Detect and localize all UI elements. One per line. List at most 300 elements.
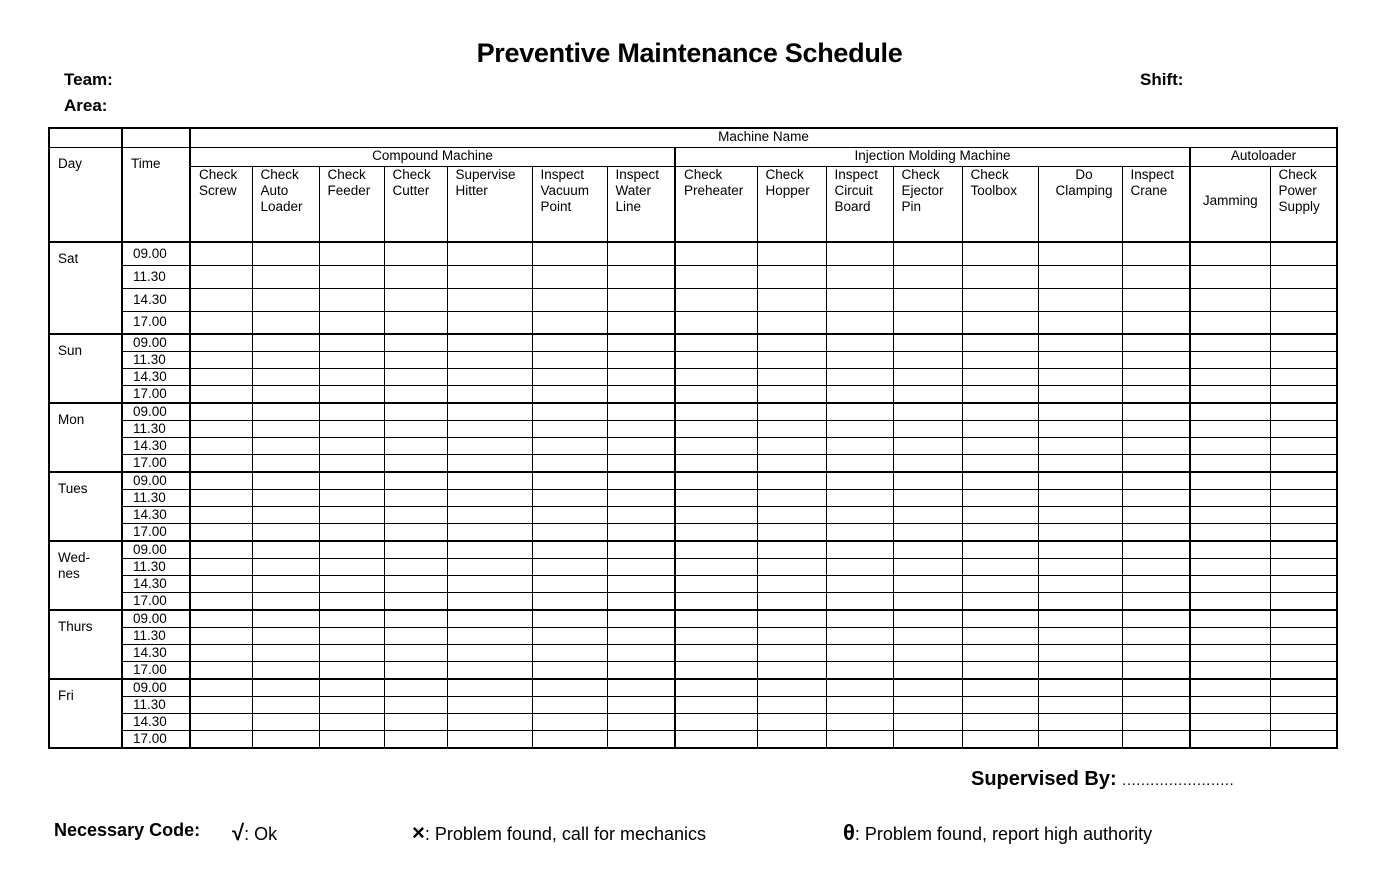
check-cell[interactable] xyxy=(532,541,607,559)
check-cell[interactable] xyxy=(319,455,384,473)
check-cell[interactable] xyxy=(1038,472,1122,490)
check-cell[interactable] xyxy=(190,369,252,386)
check-cell[interactable] xyxy=(826,438,893,455)
check-cell[interactable] xyxy=(607,386,675,404)
check-cell[interactable] xyxy=(607,455,675,473)
check-cell[interactable] xyxy=(675,288,757,311)
check-cell[interactable] xyxy=(319,403,384,421)
check-cell[interactable] xyxy=(447,352,532,369)
check-cell[interactable] xyxy=(1122,645,1190,662)
check-cell[interactable] xyxy=(532,628,607,645)
check-cell[interactable] xyxy=(675,438,757,455)
check-cell[interactable] xyxy=(532,507,607,524)
check-cell[interactable] xyxy=(607,421,675,438)
check-cell[interactable] xyxy=(675,403,757,421)
check-cell[interactable] xyxy=(607,311,675,334)
check-cell[interactable] xyxy=(675,352,757,369)
check-cell[interactable] xyxy=(1270,265,1337,288)
check-cell[interactable] xyxy=(532,559,607,576)
check-cell[interactable] xyxy=(319,731,384,749)
check-cell[interactable] xyxy=(1270,679,1337,697)
check-cell[interactable] xyxy=(252,645,319,662)
check-cell[interactable] xyxy=(1038,352,1122,369)
check-cell[interactable] xyxy=(1190,662,1270,680)
check-cell[interactable] xyxy=(532,265,607,288)
check-cell[interactable] xyxy=(607,265,675,288)
check-cell[interactable] xyxy=(607,242,675,265)
check-cell[interactable] xyxy=(447,524,532,542)
check-cell[interactable] xyxy=(319,593,384,611)
check-cell[interactable] xyxy=(607,334,675,352)
check-cell[interactable] xyxy=(607,576,675,593)
check-cell[interactable] xyxy=(190,559,252,576)
check-cell[interactable] xyxy=(1038,455,1122,473)
check-cell[interactable] xyxy=(1122,576,1190,593)
check-cell[interactable] xyxy=(962,265,1038,288)
check-cell[interactable] xyxy=(826,369,893,386)
check-cell[interactable] xyxy=(1038,334,1122,352)
check-cell[interactable] xyxy=(190,524,252,542)
check-cell[interactable] xyxy=(675,559,757,576)
check-cell[interactable] xyxy=(607,507,675,524)
check-cell[interactable] xyxy=(1190,369,1270,386)
check-cell[interactable] xyxy=(252,352,319,369)
check-cell[interactable] xyxy=(1122,714,1190,731)
check-cell[interactable] xyxy=(252,559,319,576)
check-cell[interactable] xyxy=(252,731,319,749)
check-cell[interactable] xyxy=(447,731,532,749)
check-cell[interactable] xyxy=(675,472,757,490)
check-cell[interactable] xyxy=(893,490,962,507)
check-cell[interactable] xyxy=(319,438,384,455)
check-cell[interactable] xyxy=(319,662,384,680)
check-cell[interactable] xyxy=(532,421,607,438)
check-cell[interactable] xyxy=(1270,403,1337,421)
check-cell[interactable] xyxy=(607,403,675,421)
check-cell[interactable] xyxy=(1038,311,1122,334)
check-cell[interactable] xyxy=(190,714,252,731)
check-cell[interactable] xyxy=(190,731,252,749)
check-cell[interactable] xyxy=(607,593,675,611)
check-cell[interactable] xyxy=(1190,421,1270,438)
check-cell[interactable] xyxy=(675,610,757,628)
check-cell[interactable] xyxy=(893,311,962,334)
check-cell[interactable] xyxy=(190,662,252,680)
check-cell[interactable] xyxy=(675,541,757,559)
check-cell[interactable] xyxy=(1270,541,1337,559)
check-cell[interactable] xyxy=(893,559,962,576)
check-cell[interactable] xyxy=(1190,628,1270,645)
check-cell[interactable] xyxy=(447,265,532,288)
check-cell[interactable] xyxy=(384,593,447,611)
check-cell[interactable] xyxy=(447,242,532,265)
check-cell[interactable] xyxy=(893,524,962,542)
check-cell[interactable] xyxy=(1190,714,1270,731)
check-cell[interactable] xyxy=(893,714,962,731)
check-cell[interactable] xyxy=(252,490,319,507)
check-cell[interactable] xyxy=(1190,610,1270,628)
check-cell[interactable] xyxy=(826,593,893,611)
check-cell[interactable] xyxy=(190,242,252,265)
check-cell[interactable] xyxy=(319,242,384,265)
check-cell[interactable] xyxy=(384,403,447,421)
check-cell[interactable] xyxy=(962,403,1038,421)
check-cell[interactable] xyxy=(532,610,607,628)
check-cell[interactable] xyxy=(532,288,607,311)
check-cell[interactable] xyxy=(384,507,447,524)
check-cell[interactable] xyxy=(757,541,826,559)
check-cell[interactable] xyxy=(757,697,826,714)
check-cell[interactable] xyxy=(893,369,962,386)
check-cell[interactable] xyxy=(893,662,962,680)
check-cell[interactable] xyxy=(1122,438,1190,455)
check-cell[interactable] xyxy=(607,662,675,680)
check-cell[interactable] xyxy=(1270,334,1337,352)
check-cell[interactable] xyxy=(190,490,252,507)
check-cell[interactable] xyxy=(607,679,675,697)
check-cell[interactable] xyxy=(1122,455,1190,473)
check-cell[interactable] xyxy=(826,403,893,421)
check-cell[interactable] xyxy=(1122,524,1190,542)
check-cell[interactable] xyxy=(1122,610,1190,628)
check-cell[interactable] xyxy=(757,288,826,311)
check-cell[interactable] xyxy=(826,311,893,334)
check-cell[interactable] xyxy=(1190,265,1270,288)
check-cell[interactable] xyxy=(252,593,319,611)
check-cell[interactable] xyxy=(893,386,962,404)
check-cell[interactable] xyxy=(447,421,532,438)
check-cell[interactable] xyxy=(826,628,893,645)
check-cell[interactable] xyxy=(757,576,826,593)
check-cell[interactable] xyxy=(447,714,532,731)
check-cell[interactable] xyxy=(1190,490,1270,507)
check-cell[interactable] xyxy=(1122,541,1190,559)
check-cell[interactable] xyxy=(384,731,447,749)
check-cell[interactable] xyxy=(757,507,826,524)
check-cell[interactable] xyxy=(893,507,962,524)
check-cell[interactable] xyxy=(962,628,1038,645)
check-cell[interactable] xyxy=(384,472,447,490)
check-cell[interactable] xyxy=(1038,628,1122,645)
check-cell[interactable] xyxy=(757,714,826,731)
check-cell[interactable] xyxy=(319,559,384,576)
check-cell[interactable] xyxy=(252,610,319,628)
check-cell[interactable] xyxy=(190,697,252,714)
check-cell[interactable] xyxy=(893,352,962,369)
check-cell[interactable] xyxy=(1190,559,1270,576)
check-cell[interactable] xyxy=(675,311,757,334)
check-cell[interactable] xyxy=(1270,714,1337,731)
check-cell[interactable] xyxy=(962,697,1038,714)
check-cell[interactable] xyxy=(1122,679,1190,697)
check-cell[interactable] xyxy=(757,628,826,645)
check-cell[interactable] xyxy=(190,645,252,662)
check-cell[interactable] xyxy=(1122,386,1190,404)
check-cell[interactable] xyxy=(447,472,532,490)
check-cell[interactable] xyxy=(962,472,1038,490)
check-cell[interactable] xyxy=(190,438,252,455)
check-cell[interactable] xyxy=(962,334,1038,352)
check-cell[interactable] xyxy=(384,242,447,265)
check-cell[interactable] xyxy=(1270,386,1337,404)
check-cell[interactable] xyxy=(532,679,607,697)
check-cell[interactable] xyxy=(675,697,757,714)
check-cell[interactable] xyxy=(607,352,675,369)
check-cell[interactable] xyxy=(319,369,384,386)
check-cell[interactable] xyxy=(252,697,319,714)
check-cell[interactable] xyxy=(252,714,319,731)
check-cell[interactable] xyxy=(757,386,826,404)
check-cell[interactable] xyxy=(252,265,319,288)
check-cell[interactable] xyxy=(190,403,252,421)
check-cell[interactable] xyxy=(532,576,607,593)
check-cell[interactable] xyxy=(447,645,532,662)
check-cell[interactable] xyxy=(384,369,447,386)
check-cell[interactable] xyxy=(757,679,826,697)
check-cell[interactable] xyxy=(319,288,384,311)
check-cell[interactable] xyxy=(962,576,1038,593)
check-cell[interactable] xyxy=(252,334,319,352)
check-cell[interactable] xyxy=(1122,472,1190,490)
check-cell[interactable] xyxy=(447,507,532,524)
check-cell[interactable] xyxy=(319,507,384,524)
check-cell[interactable] xyxy=(190,386,252,404)
check-cell[interactable] xyxy=(962,662,1038,680)
check-cell[interactable] xyxy=(447,697,532,714)
check-cell[interactable] xyxy=(893,438,962,455)
check-cell[interactable] xyxy=(532,714,607,731)
check-cell[interactable] xyxy=(675,524,757,542)
check-cell[interactable] xyxy=(826,265,893,288)
check-cell[interactable] xyxy=(190,541,252,559)
check-cell[interactable] xyxy=(190,576,252,593)
check-cell[interactable] xyxy=(319,576,384,593)
check-cell[interactable] xyxy=(532,524,607,542)
check-cell[interactable] xyxy=(1038,610,1122,628)
check-cell[interactable] xyxy=(190,679,252,697)
check-cell[interactable] xyxy=(893,472,962,490)
check-cell[interactable] xyxy=(1190,645,1270,662)
check-cell[interactable] xyxy=(893,645,962,662)
check-cell[interactable] xyxy=(384,490,447,507)
check-cell[interactable] xyxy=(252,242,319,265)
check-cell[interactable] xyxy=(1122,352,1190,369)
check-cell[interactable] xyxy=(962,559,1038,576)
check-cell[interactable] xyxy=(532,490,607,507)
check-cell[interactable] xyxy=(962,541,1038,559)
check-cell[interactable] xyxy=(1270,288,1337,311)
check-cell[interactable] xyxy=(1190,593,1270,611)
check-cell[interactable] xyxy=(962,714,1038,731)
check-cell[interactable] xyxy=(447,628,532,645)
check-cell[interactable] xyxy=(675,265,757,288)
check-cell[interactable] xyxy=(252,679,319,697)
check-cell[interactable] xyxy=(757,524,826,542)
check-cell[interactable] xyxy=(447,455,532,473)
check-cell[interactable] xyxy=(607,490,675,507)
check-cell[interactable] xyxy=(252,662,319,680)
check-cell[interactable] xyxy=(319,524,384,542)
check-cell[interactable] xyxy=(319,386,384,404)
check-cell[interactable] xyxy=(190,507,252,524)
check-cell[interactable] xyxy=(1038,524,1122,542)
check-cell[interactable] xyxy=(826,714,893,731)
check-cell[interactable] xyxy=(190,610,252,628)
check-cell[interactable] xyxy=(1122,593,1190,611)
check-cell[interactable] xyxy=(1038,662,1122,680)
check-cell[interactable] xyxy=(607,697,675,714)
check-cell[interactable] xyxy=(1190,472,1270,490)
check-cell[interactable] xyxy=(893,403,962,421)
check-cell[interactable] xyxy=(532,438,607,455)
check-cell[interactable] xyxy=(1038,731,1122,749)
check-cell[interactable] xyxy=(384,559,447,576)
check-cell[interactable] xyxy=(826,490,893,507)
check-cell[interactable] xyxy=(962,610,1038,628)
check-cell[interactable] xyxy=(190,421,252,438)
check-cell[interactable] xyxy=(1038,403,1122,421)
check-cell[interactable] xyxy=(319,265,384,288)
check-cell[interactable] xyxy=(826,242,893,265)
check-cell[interactable] xyxy=(757,490,826,507)
check-cell[interactable] xyxy=(607,628,675,645)
check-cell[interactable] xyxy=(1038,507,1122,524)
check-cell[interactable] xyxy=(607,731,675,749)
check-cell[interactable] xyxy=(1270,369,1337,386)
check-cell[interactable] xyxy=(1270,421,1337,438)
check-cell[interactable] xyxy=(826,524,893,542)
check-cell[interactable] xyxy=(252,438,319,455)
check-cell[interactable] xyxy=(319,472,384,490)
check-cell[interactable] xyxy=(962,311,1038,334)
check-cell[interactable] xyxy=(384,352,447,369)
check-cell[interactable] xyxy=(190,352,252,369)
check-cell[interactable] xyxy=(1190,288,1270,311)
check-cell[interactable] xyxy=(826,679,893,697)
check-cell[interactable] xyxy=(1190,731,1270,749)
check-cell[interactable] xyxy=(826,645,893,662)
check-cell[interactable] xyxy=(1038,288,1122,311)
check-cell[interactable] xyxy=(532,386,607,404)
check-cell[interactable] xyxy=(1270,610,1337,628)
check-cell[interactable] xyxy=(384,628,447,645)
check-cell[interactable] xyxy=(675,593,757,611)
check-cell[interactable] xyxy=(252,386,319,404)
check-cell[interactable] xyxy=(1038,576,1122,593)
check-cell[interactable] xyxy=(962,288,1038,311)
check-cell[interactable] xyxy=(675,679,757,697)
check-cell[interactable] xyxy=(757,334,826,352)
check-cell[interactable] xyxy=(893,697,962,714)
check-cell[interactable] xyxy=(826,352,893,369)
check-cell[interactable] xyxy=(1122,559,1190,576)
check-cell[interactable] xyxy=(1190,507,1270,524)
check-cell[interactable] xyxy=(1190,438,1270,455)
check-cell[interactable] xyxy=(1270,242,1337,265)
check-cell[interactable] xyxy=(447,490,532,507)
check-cell[interactable] xyxy=(826,455,893,473)
check-cell[interactable] xyxy=(826,576,893,593)
check-cell[interactable] xyxy=(607,472,675,490)
check-cell[interactable] xyxy=(1038,541,1122,559)
check-cell[interactable] xyxy=(1122,334,1190,352)
check-cell[interactable] xyxy=(252,288,319,311)
check-cell[interactable] xyxy=(893,731,962,749)
check-cell[interactable] xyxy=(826,559,893,576)
check-cell[interactable] xyxy=(532,334,607,352)
check-cell[interactable] xyxy=(675,334,757,352)
check-cell[interactable] xyxy=(1190,541,1270,559)
check-cell[interactable] xyxy=(252,472,319,490)
check-cell[interactable] xyxy=(675,576,757,593)
check-cell[interactable] xyxy=(252,455,319,473)
check-cell[interactable] xyxy=(893,334,962,352)
check-cell[interactable] xyxy=(447,662,532,680)
check-cell[interactable] xyxy=(252,369,319,386)
check-cell[interactable] xyxy=(757,311,826,334)
check-cell[interactable] xyxy=(893,628,962,645)
check-cell[interactable] xyxy=(319,628,384,645)
check-cell[interactable] xyxy=(675,714,757,731)
check-cell[interactable] xyxy=(826,697,893,714)
check-cell[interactable] xyxy=(962,421,1038,438)
check-cell[interactable] xyxy=(962,679,1038,697)
check-cell[interactable] xyxy=(319,490,384,507)
check-cell[interactable] xyxy=(252,524,319,542)
check-cell[interactable] xyxy=(190,265,252,288)
check-cell[interactable] xyxy=(962,507,1038,524)
check-cell[interactable] xyxy=(190,334,252,352)
check-cell[interactable] xyxy=(447,576,532,593)
check-cell[interactable] xyxy=(757,438,826,455)
check-cell[interactable] xyxy=(757,731,826,749)
check-cell[interactable] xyxy=(532,403,607,421)
check-cell[interactable] xyxy=(384,697,447,714)
check-cell[interactable] xyxy=(675,455,757,473)
check-cell[interactable] xyxy=(893,265,962,288)
check-cell[interactable] xyxy=(319,421,384,438)
check-cell[interactable] xyxy=(1038,242,1122,265)
check-cell[interactable] xyxy=(384,288,447,311)
check-cell[interactable] xyxy=(1190,311,1270,334)
check-cell[interactable] xyxy=(675,242,757,265)
check-cell[interactable] xyxy=(384,311,447,334)
check-cell[interactable] xyxy=(252,507,319,524)
check-cell[interactable] xyxy=(1122,403,1190,421)
check-cell[interactable] xyxy=(607,610,675,628)
check-cell[interactable] xyxy=(675,628,757,645)
check-cell[interactable] xyxy=(1038,421,1122,438)
check-cell[interactable] xyxy=(1122,242,1190,265)
check-cell[interactable] xyxy=(1038,697,1122,714)
check-cell[interactable] xyxy=(757,421,826,438)
check-cell[interactable] xyxy=(1038,645,1122,662)
check-cell[interactable] xyxy=(447,679,532,697)
check-cell[interactable] xyxy=(893,421,962,438)
check-cell[interactable] xyxy=(532,697,607,714)
check-cell[interactable] xyxy=(384,541,447,559)
check-cell[interactable] xyxy=(384,524,447,542)
check-cell[interactable] xyxy=(1190,524,1270,542)
check-cell[interactable] xyxy=(675,490,757,507)
check-cell[interactable] xyxy=(1270,697,1337,714)
check-cell[interactable] xyxy=(757,610,826,628)
check-cell[interactable] xyxy=(319,352,384,369)
check-cell[interactable] xyxy=(447,593,532,611)
check-cell[interactable] xyxy=(962,438,1038,455)
check-cell[interactable] xyxy=(384,610,447,628)
check-cell[interactable] xyxy=(1190,455,1270,473)
